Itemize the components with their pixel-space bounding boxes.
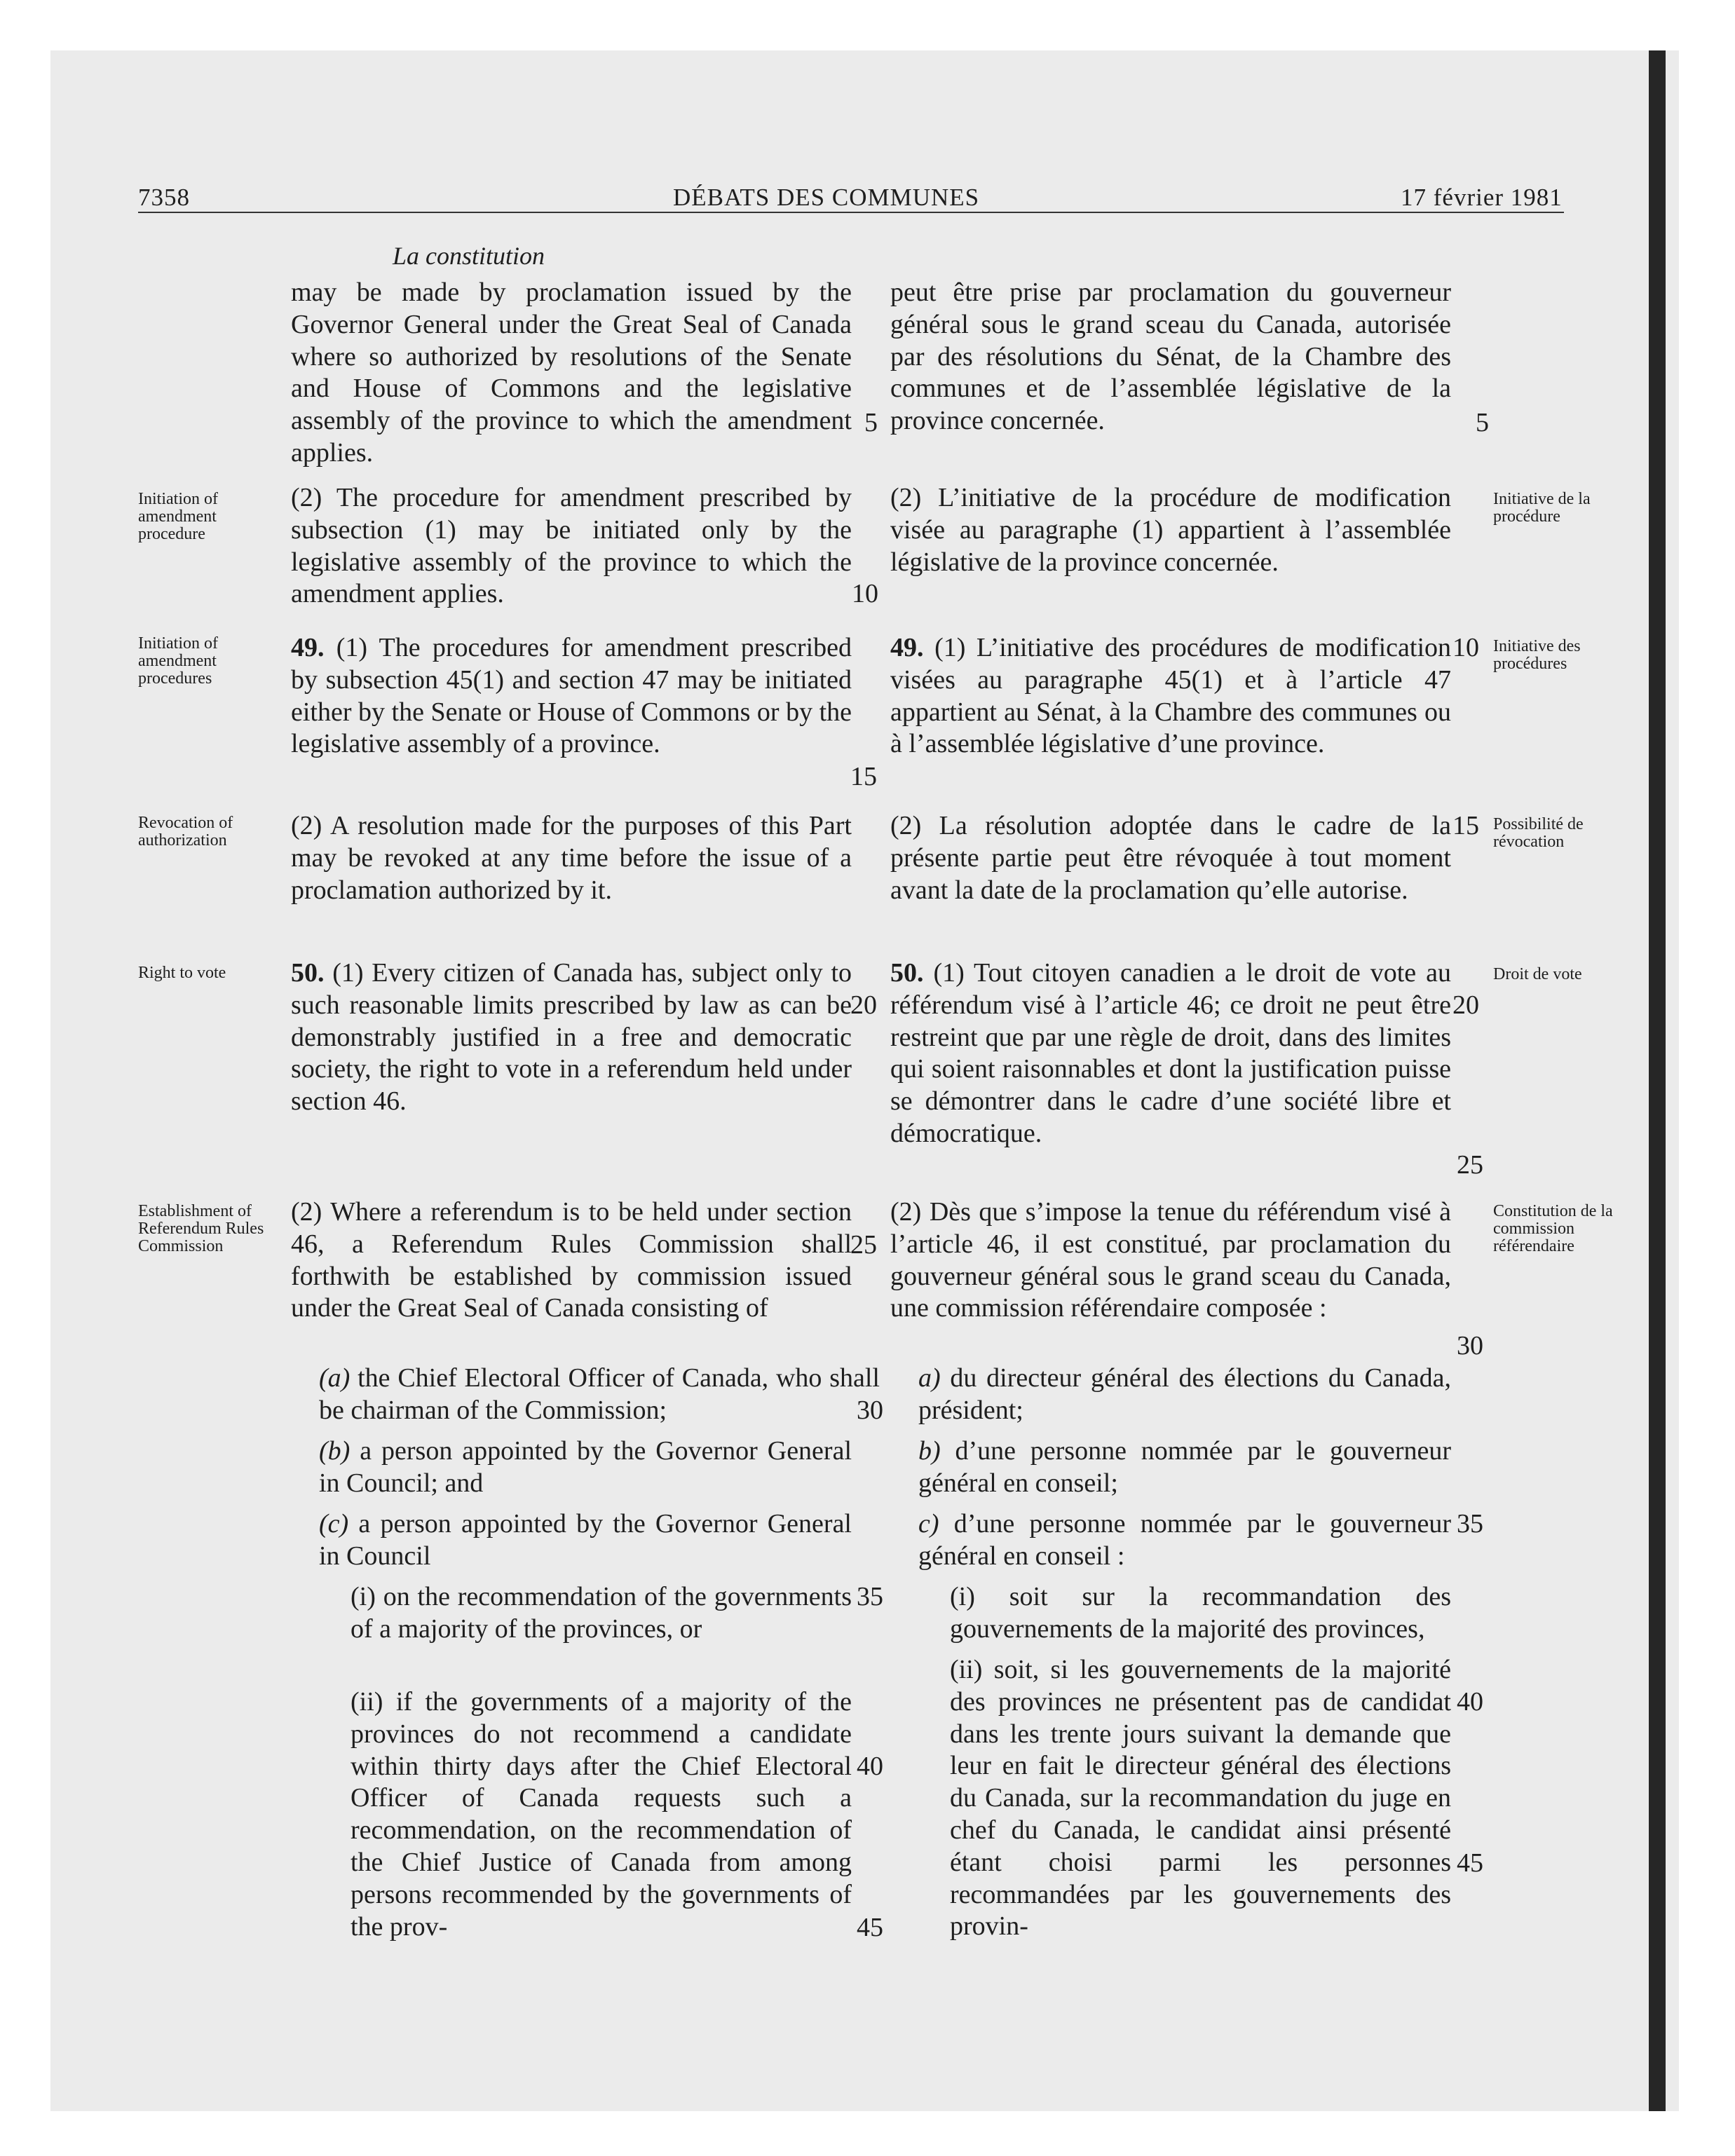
subclause-text: (ii) soit, si les gouvernements de la majorité des provinces ne présentent pas de candidat dans les trente jours suivant la demande que leur en fait le directeur général des élections du Canada, sur la recommandation du juge en chef du Canada, le candidat ainsi présenté étant choisi parmi les personnes recommandées par les gouvernements des provin- [950,1655,1451,1942]
paragraph-fr: (1) Tout citoyen canadien a le droit de vote au référendum visé à l’article 46; ce droit ne peut être restreint que par une règle de droit, dans des limites qui soient raisonnables et dont la justification puisse se démontrer dans le cadre d’une société libre et démocratique. [890,958,1451,1148]
header-rule [138,212,1564,213]
clause-label: a) [918,1363,941,1393]
clause-label: (c) [319,1509,349,1538]
clause-text: a person appointed by the Governor General in Council [319,1509,852,1571]
clause-c-en [319,1508,852,1573]
margin-note-en: Initiation of amendment procedures [138,634,218,688]
margin-note-fr: Initiative de la procédure [1493,490,1591,526]
line-number-fr: 30 [1457,1331,1483,1360]
clause-b-en [319,1435,852,1500]
line-number-fr: 40 [1457,1687,1483,1717]
line-number-en: 40 [857,1752,883,1781]
paragraph-en: (2) Where a referendum is to be held under section 46, a Referendum Rules Commission shall forthwith be established by commission issued under the Great Seal of Canada consisting of [291,1197,852,1323]
block-50-1-fr [890,957,1451,1150]
clause-label: b) [918,1436,941,1466]
clause-text: du directeur général des élections du Canada, président; [918,1363,1451,1425]
margin-note-en: Right to vote [138,964,226,982]
paragraph-en: (2) The procedure for amendment prescribed by subsection (1) may be initiated only by the legislative assembly of the province to which the amendment applies. [291,483,852,609]
clause-a-en [319,1363,880,1427]
clause-label: (a) [319,1363,351,1393]
block-49-2-fr [890,810,1451,906]
line-number-fr: 10 [1452,633,1479,662]
clause-text: a person appointed by the Governor General in Council; and [319,1436,852,1498]
clause-text: the Chief Electoral Officer of Canada, who shall be chairman of the Commission; [319,1363,880,1425]
line-number-fr: 45 [1457,1848,1483,1878]
subclause-text: (i) soit sur la recommandation des gouvernements de la majorité des provinces, [950,1582,1451,1644]
section-number: 49. [890,633,924,662]
subclause-i-en [351,1581,852,1646]
block-48-2-fr [890,482,1451,578]
line-number-en: 20 [850,990,877,1020]
paragraph-en: may be made by proclamation issued by the Governor General under the Great Seal of Canada where so authorized by resolutions of the Senate and House of Commons and the legislative assembly of the province to which the amendment applies. [291,278,852,468]
block-49-1-fr [890,632,1451,760]
line-number-en: 35 [857,1582,883,1611]
line-number-en: 25 [850,1230,877,1260]
margin-note-en: Revocation of authorization [138,814,233,850]
margin-note-en: Establishment of Referendum Rules Commission [138,1202,264,1255]
line-number-fr: 35 [1457,1509,1483,1538]
margin-note-en: Initiation of amendment procedure [138,490,218,543]
running-title: La constitution [393,242,545,270]
clause-c-fr [918,1508,1451,1573]
clause-text: d’une personne nommée par le gouverneur général en conseil : [918,1509,1451,1571]
clause-text: d’une personne nommée par le gouverneur général en conseil; [918,1436,1452,1498]
paragraph-fr: (2) Dès que s’impose la tenue du référendum visé à l’article 46, il est constitué, par proclamation du gouverneur général sous le grand sceau du Canada, une commission référendaire composée : [890,1197,1451,1323]
line-number-en: 5 [864,408,878,437]
journal-title: DÉBATS DES COMMUNES [673,184,980,211]
clause-label: (b) [319,1436,351,1466]
block-intro-en [291,277,852,470]
paragraph-fr: (2) La résolution adoptée dans le cadre de la présente partie peut être révoquée à tout moment avant la date de la proclamation qu’elle autorise. [890,811,1451,905]
paragraph-fr: (1) L’initiative des procédures de modification visées au paragraphe 45(1) et à l’article 47 appartient au Sénat, à la Chambre des communes ou à l’assemblée législative d’une province. [890,633,1452,759]
paragraph-en: (2) A resolution made for the purposes of this Part may be revoked at any time before the issue of a proclamation authorized by it. [291,811,852,905]
line-number-en: 45 [857,1913,883,1942]
block-50-2-fr [890,1196,1451,1325]
margin-note-fr: Droit de vote [1493,965,1582,983]
clause-a-fr [918,1363,1451,1427]
subclause-ii-fr [950,1654,1451,1943]
issue-date: 17 février 1981 [1401,184,1563,211]
section-number: 50. [291,958,325,988]
block-50-2-en [291,1196,852,1325]
section-number: 50. [890,958,924,988]
subclause-ii-en [351,1686,852,1943]
page-number: 7358 [138,184,190,211]
line-number-en: 10 [852,579,878,608]
line-number-fr: 5 [1476,408,1489,437]
scan-edge-shadow [1649,50,1666,2111]
subclause-i-fr [950,1581,1451,1646]
section-number: 49. [291,633,325,662]
block-48-2-en [291,482,852,610]
block-50-1-en [291,957,852,1118]
block-49-1-en [291,632,852,760]
margin-note-fr: Possibilité de révocation [1493,815,1584,851]
margin-note-fr: Constitution de la commission référendaire [1493,1202,1613,1255]
paragraph-en: (1) Every citizen of Canada has, subject only to such reasonable limits prescribed by law as can be demonstrably justified in a free and democratic society, the right to vote in a referendum held under section 46. [291,958,852,1117]
clause-b-fr [918,1435,1451,1500]
line-number-fr: 20 [1452,990,1479,1020]
block-49-2-en [291,810,852,906]
line-number-fr: 25 [1457,1150,1483,1180]
margin-note-fr: Initiative des procédures [1493,637,1581,673]
line-number-en: 15 [850,762,877,791]
block-intro-fr [890,277,1451,437]
subclause-text: (i) on the recommendation of the governments of a majority of the provinces, or [351,1582,852,1644]
line-number-fr: 15 [1452,811,1479,840]
subclause-text: (ii) if the governments of a majority of the provinces do not recommend a candidate within thirty days after the Chief Electoral Officer of Canada requests such a recommendation, on the recommendation of the Chief Justice of Canada from among persons recommended by the governments of the prov- [351,1687,852,1942]
paragraph-fr: peut être prise par proclamation du gouverneur général sous le grand sceau du Canada, autorisée par des résolutions du Sénat, de la Chambre des communes et de l’assemblée législative de la province concernée. [890,278,1451,436]
paragraph-en: (1) The procedures for amendment prescribed by subsection 45(1) and section 47 may be initiated either by the Senate or House of Commons or by the legislative assembly of a province. [291,633,852,759]
line-number-en: 30 [857,1396,883,1425]
paragraph-fr: (2) L’initiative de la procédure de modification visée au paragraphe (1) appartient à l’assemblée législative de la province concernée. [890,483,1451,577]
clause-label: c) [918,1509,939,1538]
